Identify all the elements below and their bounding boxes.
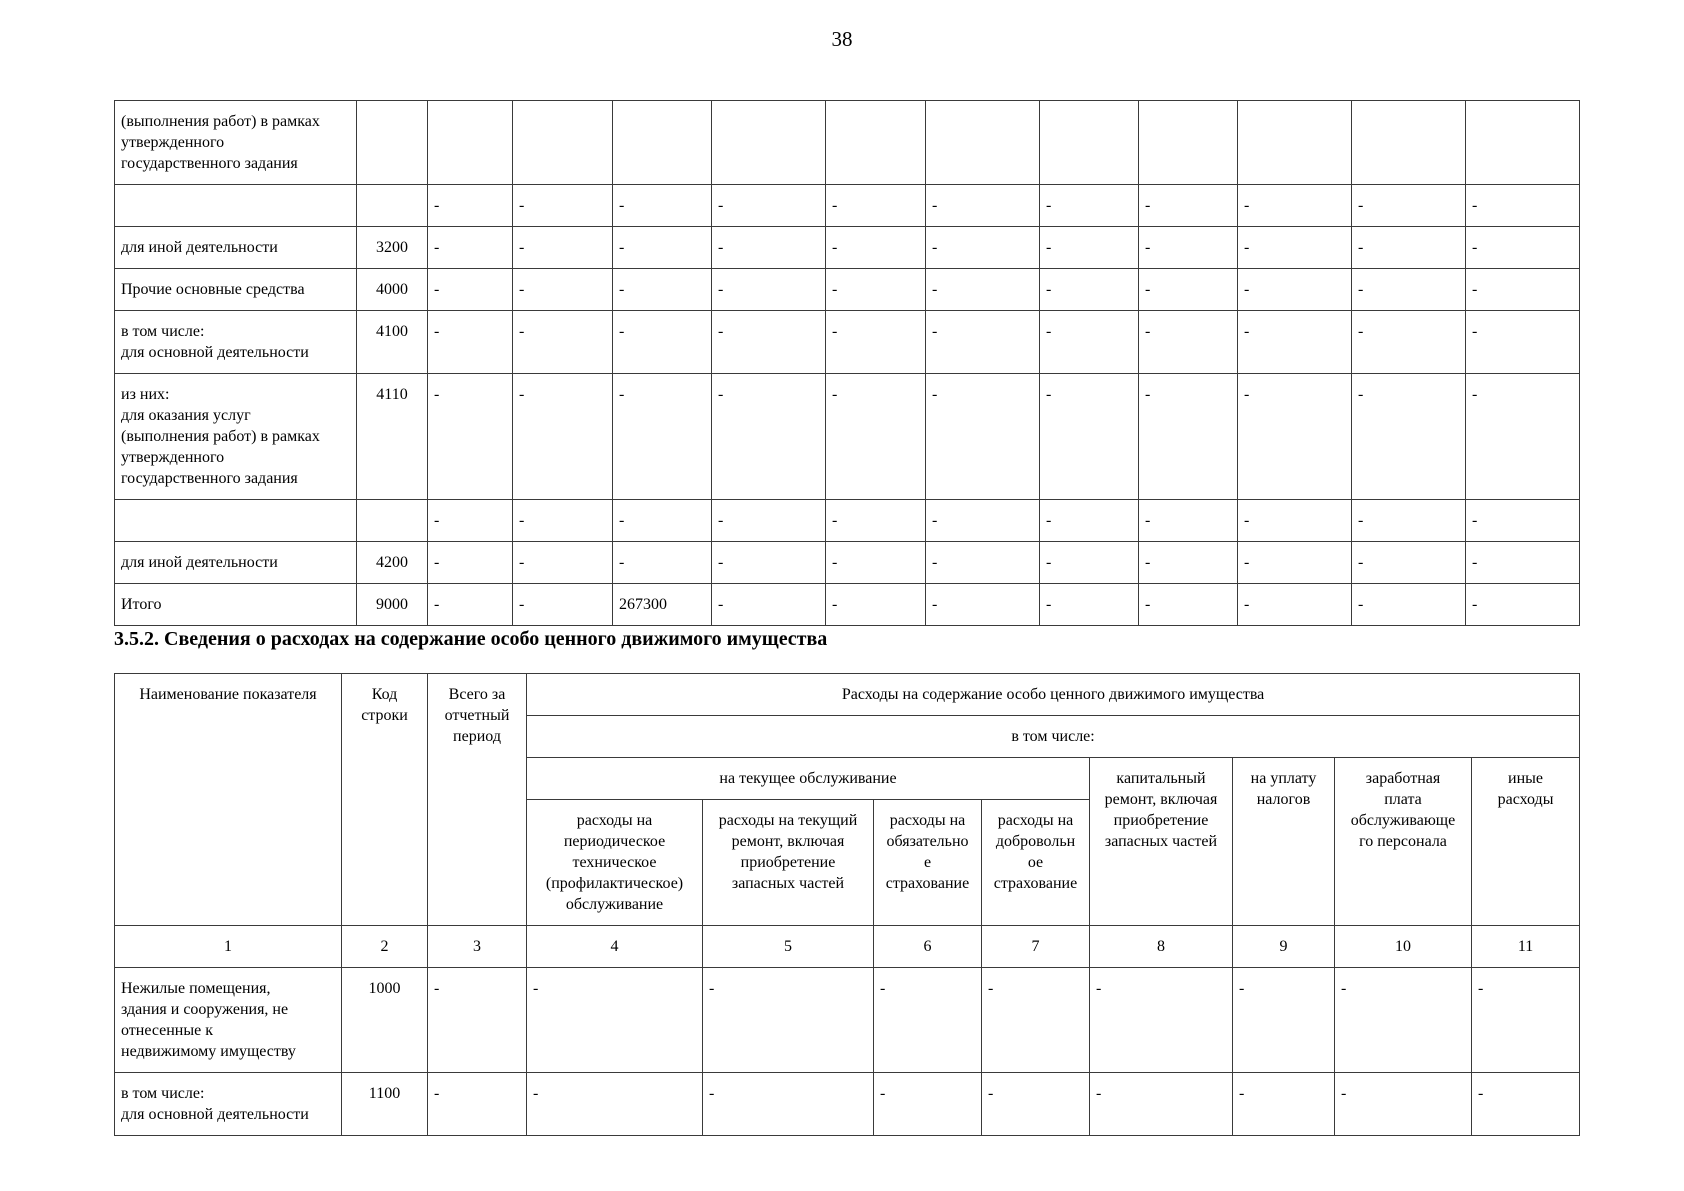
cell-value: 267300 (613, 584, 712, 626)
cell-value: - (428, 269, 513, 311)
table-row (115, 1073, 1580, 1136)
row-code (357, 101, 428, 185)
cell-value: - (1040, 269, 1139, 311)
cell-value: - (1466, 185, 1580, 227)
cell-value: - (1040, 584, 1139, 626)
column-number: 7 (982, 926, 1090, 968)
row-code (357, 500, 428, 542)
cell-value: - (428, 542, 513, 584)
cell-value: - (926, 542, 1040, 584)
row-label (115, 185, 357, 227)
cell-value: - (926, 311, 1040, 374)
cell-value: - (712, 542, 826, 584)
column-number: 4 (527, 926, 703, 968)
cell-value: - (874, 1073, 982, 1136)
cell-value: - (1040, 185, 1139, 227)
header-current: на текущее обслуживание (527, 758, 1090, 800)
cell-value: - (1233, 1073, 1335, 1136)
cell-value: - (1139, 584, 1238, 626)
table-row (115, 542, 1580, 584)
cell-value: - (826, 227, 926, 269)
table-row (115, 374, 1580, 500)
cell-value: - (513, 584, 613, 626)
table-row (115, 269, 1580, 311)
row-label (115, 500, 357, 542)
header-expenses: Расходы на содержание особо ценного движимого имущества (527, 674, 1580, 716)
fixed-assets-table (114, 100, 1580, 626)
cell-value: - (1335, 968, 1472, 1073)
row-label: из них: для оказания услуг (выполнения работ) в рамках утвержденного государственного задания (115, 374, 357, 500)
cell-value: - (513, 269, 613, 311)
row-code: 3200 (357, 227, 428, 269)
cell-value: - (826, 584, 926, 626)
cell-value: - (527, 968, 703, 1073)
cell-value (513, 101, 613, 185)
cell-value: - (826, 269, 926, 311)
header-capital-repair: капитальный ремонт, включая приобретение запасных частей (1090, 758, 1233, 926)
row-label: Нежилые помещения, здания и сооружения, не отнесенные к недвижимому имуществу (115, 968, 342, 1073)
row-code: 1100 (342, 1073, 428, 1136)
column-number: 9 (1233, 926, 1335, 968)
row-label: в том числе: для основной деятельности (115, 1073, 342, 1136)
header-voluntary-insurance: расходы на добровольн ое страхование (982, 800, 1090, 926)
column-number: 6 (874, 926, 982, 968)
cell-value: - (1466, 227, 1580, 269)
cell-value (428, 101, 513, 185)
cell-value: - (1352, 584, 1466, 626)
movable-property-expenses-table (114, 673, 1580, 1136)
cell-value: - (613, 374, 712, 500)
row-label: Итого (115, 584, 357, 626)
cell-value: - (613, 500, 712, 542)
cell-value: - (428, 227, 513, 269)
row-code (357, 185, 428, 227)
cell-value: - (1352, 227, 1466, 269)
cell-value: - (1466, 374, 1580, 500)
cell-value: - (826, 374, 926, 500)
cell-value: - (1090, 968, 1233, 1073)
cell-value: - (513, 311, 613, 374)
cell-value: - (712, 374, 826, 500)
cell-value: - (712, 185, 826, 227)
cell-value: - (1352, 185, 1466, 227)
cell-value: - (428, 185, 513, 227)
cell-value: - (1040, 311, 1139, 374)
cell-value: - (513, 227, 613, 269)
cell-value: - (513, 374, 613, 500)
table-row (115, 101, 1580, 185)
table-row (115, 500, 1580, 542)
cell-value: - (428, 968, 527, 1073)
row-code: 4000 (357, 269, 428, 311)
cell-value: - (926, 500, 1040, 542)
cell-value: - (513, 500, 613, 542)
table-row (115, 584, 1580, 626)
column-number: 8 (1090, 926, 1233, 968)
row-label: для иной деятельности (115, 542, 357, 584)
cell-value (926, 101, 1040, 185)
cell-value (1352, 101, 1466, 185)
column-number: 2 (342, 926, 428, 968)
cell-value: - (1238, 311, 1352, 374)
cell-value: - (826, 542, 926, 584)
cell-value: - (982, 968, 1090, 1073)
cell-value: - (1139, 311, 1238, 374)
cell-value: - (1466, 311, 1580, 374)
column-number: 11 (1472, 926, 1580, 968)
cell-value: - (703, 968, 874, 1073)
cell-value: - (1466, 269, 1580, 311)
cell-value: - (1139, 500, 1238, 542)
column-number: 1 (115, 926, 342, 968)
row-label: Прочие основные средства (115, 269, 357, 311)
cell-value (613, 101, 712, 185)
column-number: 5 (703, 926, 874, 968)
cell-value: - (1238, 584, 1352, 626)
cell-value: - (1139, 542, 1238, 584)
cell-value: - (513, 542, 613, 584)
cell-value: - (1238, 542, 1352, 584)
column-number: 3 (428, 926, 527, 968)
header-other: иные расходы (1472, 758, 1580, 926)
cell-value: - (826, 185, 926, 227)
cell-value (1466, 101, 1580, 185)
cell-value: - (874, 968, 982, 1073)
row-label: в том числе: для основной деятельности (115, 311, 357, 374)
cell-value: - (1466, 500, 1580, 542)
cell-value: - (712, 269, 826, 311)
cell-value (712, 101, 826, 185)
cell-value: - (1466, 584, 1580, 626)
cell-value: - (1139, 227, 1238, 269)
row-label: для иной деятельности (115, 227, 357, 269)
cell-value: - (428, 1073, 527, 1136)
cell-value: - (1139, 185, 1238, 227)
cell-value (1040, 101, 1139, 185)
cell-value: - (1466, 542, 1580, 584)
table-row (115, 227, 1580, 269)
cell-value: - (926, 584, 1040, 626)
cell-value: - (1238, 374, 1352, 500)
table-row (115, 311, 1580, 374)
cell-value: - (1352, 374, 1466, 500)
cell-value (1238, 101, 1352, 185)
row-code: 4110 (357, 374, 428, 500)
cell-value: - (712, 227, 826, 269)
column-number: 10 (1335, 926, 1472, 968)
cell-value: - (712, 311, 826, 374)
header-current-repair: расходы на текущий ремонт, включая приобретение запасных частей (703, 800, 874, 926)
cell-value: - (712, 584, 826, 626)
header-name: Наименование показателя (115, 674, 342, 926)
cell-value: - (613, 311, 712, 374)
cell-value: - (926, 227, 1040, 269)
cell-value: - (1472, 968, 1580, 1073)
section-heading: 3.5.2. Сведения о расходах на содержание особо ценного движимого имущества (114, 628, 828, 650)
cell-value: - (613, 269, 712, 311)
header-taxes: на уплату налогов (1233, 758, 1335, 926)
cell-value: - (826, 500, 926, 542)
row-code: 1000 (342, 968, 428, 1073)
cell-value: - (1139, 374, 1238, 500)
cell-value: - (1040, 500, 1139, 542)
cell-value: - (1040, 542, 1139, 584)
row-code: 4100 (357, 311, 428, 374)
cell-value (1139, 101, 1238, 185)
cell-value: - (1040, 227, 1139, 269)
header-total: Всего за отчетный период (428, 674, 527, 926)
cell-value: - (1238, 185, 1352, 227)
row-code: 4200 (357, 542, 428, 584)
cell-value: - (712, 500, 826, 542)
cell-value: - (1352, 269, 1466, 311)
cell-value: - (428, 311, 513, 374)
cell-value: - (1238, 227, 1352, 269)
cell-value: - (826, 311, 926, 374)
header-code: Код строки (342, 674, 428, 926)
cell-value: - (613, 185, 712, 227)
header-including: в том числе: (527, 716, 1580, 758)
cell-value: - (1139, 269, 1238, 311)
row-label: (выполнения работ) в рамках утвержденного государственного задания (115, 101, 357, 185)
cell-value: - (513, 185, 613, 227)
cell-value: - (1238, 500, 1352, 542)
cell-value: - (926, 374, 1040, 500)
cell-value: - (428, 584, 513, 626)
cell-value: - (613, 227, 712, 269)
cell-value: - (1238, 269, 1352, 311)
cell-value: - (1233, 968, 1335, 1073)
cell-value: - (1352, 500, 1466, 542)
cell-value: - (613, 542, 712, 584)
page-number: 38 (831, 27, 853, 51)
cell-value: - (926, 185, 1040, 227)
cell-value: - (428, 374, 513, 500)
cell-value: - (1090, 1073, 1233, 1136)
header-mandatory-insurance: расходы на обязательно е страхование (874, 800, 982, 926)
row-code: 9000 (357, 584, 428, 626)
column-numbers-row (115, 926, 1580, 968)
cell-value: - (1472, 1073, 1580, 1136)
cell-value: - (982, 1073, 1090, 1136)
header-periodic: расходы на периодическое техническое (профилактическое) обслуживание (527, 800, 703, 926)
table-row (115, 968, 1580, 1073)
table-row (115, 185, 1580, 227)
cell-value: - (703, 1073, 874, 1136)
header-salary: заработная плата обслуживающе го персонала (1335, 758, 1472, 926)
cell-value: - (1352, 311, 1466, 374)
cell-value: - (926, 269, 1040, 311)
cell-value: - (527, 1073, 703, 1136)
cell-value: - (1335, 1073, 1472, 1136)
cell-value (826, 101, 926, 185)
cell-value: - (1040, 374, 1139, 500)
cell-value: - (428, 500, 513, 542)
cell-value: - (1352, 542, 1466, 584)
